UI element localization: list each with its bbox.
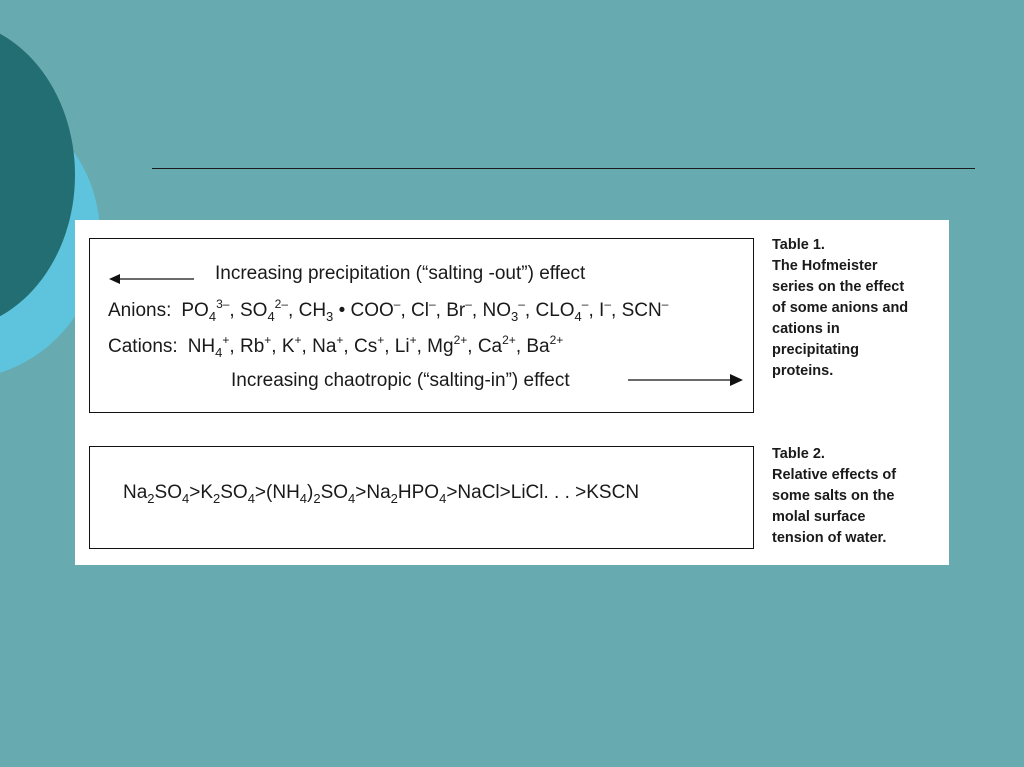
- caption-line: tension of water.: [772, 530, 887, 546]
- anions-label: Anions:: [108, 300, 172, 321]
- anion-item: $NO_3^-$: [482, 297, 525, 324]
- cation-item: $Mg^{2+}$: [427, 333, 468, 357]
- caption-line: molal surface: [772, 509, 866, 525]
- caption-line: cations in: [772, 321, 840, 337]
- caption-line: precipitating: [772, 342, 860, 358]
- salt-item: $>Na_2$: [355, 482, 398, 506]
- cations-row: [108, 333, 564, 360]
- anions-row: [108, 297, 669, 324]
- precipitation-effect-line: Increasing precipitation (“salting -out”) effect: [215, 263, 586, 284]
- anion-item: $SO_4^{2-}$: [239, 297, 289, 324]
- table2-caption: [772, 444, 942, 549]
- salt-item: $Na_2$: [123, 482, 155, 506]
- chaotropic-effect-line: Increasing chaotropic (“salting-in”) effect: [231, 370, 570, 391]
- salt-item: )$_2$: [307, 482, 321, 506]
- cation-item: $NH_4^+$: [187, 333, 230, 360]
- salt-item: $SO_4$: [154, 482, 190, 506]
- cation-item: $Ba^{2+}$: [526, 333, 564, 357]
- anion-item: $CH_3$: [298, 300, 334, 324]
- cation-item: $Ca^{2+}$: [477, 333, 516, 357]
- caption-line: series on the effect: [772, 279, 905, 295]
- salt-item: >NaCl>LiCl. . . >KSCN: [446, 482, 640, 503]
- anion-item: Br–: [446, 297, 472, 321]
- anion-item: $PO_4^{3-}$: [181, 297, 230, 324]
- salt-item: $>(NH_4$: [254, 482, 308, 506]
- arrow-right-icon: [628, 373, 743, 387]
- anion-item: • COO–: [338, 297, 401, 321]
- caption-line: proteins.: [772, 363, 834, 379]
- cation-item: K+: [281, 333, 302, 357]
- cation-item: Cs+: [353, 333, 385, 357]
- anion-item: $CLO_4^-$: [535, 297, 589, 324]
- salt-series-line: [123, 482, 639, 504]
- anions-list: $PO_4^{3-}$, $SO_4^{2-}$, $CH_3$ • COO–, Cl–, Br–, $NO_3^-$, $CLO_4^-$, I–, SCN–: [181, 297, 669, 324]
- caption-line: some salts on the: [772, 488, 895, 504]
- caption-line: Table 1.: [772, 237, 825, 253]
- cations-list: $NH_4^+$, Rb+, K+, Na+, Cs+, Li+, $Mg^{2+}$, $Ca^{2+}$, $Ba^{2+}$: [187, 333, 564, 360]
- title-divider: [152, 168, 975, 169]
- cation-item: Li+: [394, 333, 417, 357]
- cation-item: Na+: [312, 333, 344, 357]
- anion-item: SCN–: [621, 297, 669, 321]
- anion-item: I–: [599, 297, 611, 321]
- salt-item: $SO_4$: [320, 482, 356, 506]
- salt-item: $SO_4$: [220, 482, 255, 506]
- anion-item: Cl–: [411, 297, 436, 321]
- caption-line: The Hofmeister: [772, 258, 878, 274]
- table1-caption: [772, 235, 942, 382]
- salt-item: $HPO_4$: [397, 482, 447, 506]
- cations-label: Cations:: [108, 336, 178, 357]
- caption-line: Table 2.: [772, 446, 825, 462]
- caption-line: of some anions and: [772, 300, 909, 316]
- figure-panel: [75, 220, 949, 565]
- cation-item: Rb+: [239, 333, 272, 357]
- salt-item: $>K_2$: [189, 482, 221, 506]
- caption-line: Relative effects of: [772, 467, 897, 483]
